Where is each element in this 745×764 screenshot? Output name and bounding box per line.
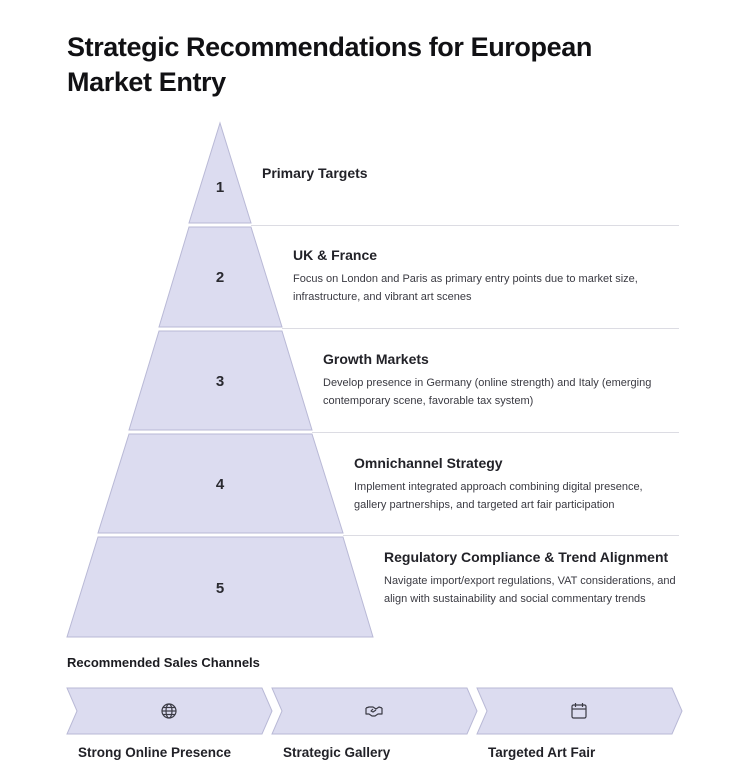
tier-heading-3: Growth Markets	[323, 351, 429, 367]
channel-label-gallery: Strategic Gallery	[283, 745, 391, 760]
channel-label-artfair: Targeted Art Fair	[488, 745, 596, 760]
tier-heading-1: Primary Targets	[262, 165, 368, 181]
tier-description-4: Implement integrated approach combining digital presence, gallery partnerships, and targeted art fair participation	[354, 481, 643, 511]
tier-number-1: 1	[215, 179, 225, 196]
tier-description-3: Develop presence in Germany (online strength) and Italy (emerging contemporary scene, favorable tax system)	[323, 377, 652, 407]
tier-number-2: 2	[215, 269, 225, 286]
tier-number-4: 4	[215, 476, 225, 493]
page-title: Strategic Recommendations for European Market Entry	[67, 32, 592, 97]
tier-description-5: Navigate import/export regulations, VAT considerations, and align with sustainability and social commentary trends	[384, 575, 676, 605]
channel-chevron-artfair	[477, 688, 682, 734]
tier-heading-5: Regulatory Compliance & Trend Alignment	[384, 549, 669, 565]
tier-description-2: Focus on London and Paris as primary entry points due to market size, infrastructure, and vibrant art scenes	[293, 273, 638, 303]
tier-number-3: 3	[215, 373, 225, 390]
tier-heading-2: UK & France	[293, 247, 378, 263]
channel-label-online: Strong Online Presence	[78, 745, 232, 760]
tier-heading-4: Omnichannel Strategy	[354, 455, 503, 471]
channels-heading: Recommended Sales Channels	[67, 655, 260, 670]
tier-number-5: 5	[215, 580, 225, 597]
